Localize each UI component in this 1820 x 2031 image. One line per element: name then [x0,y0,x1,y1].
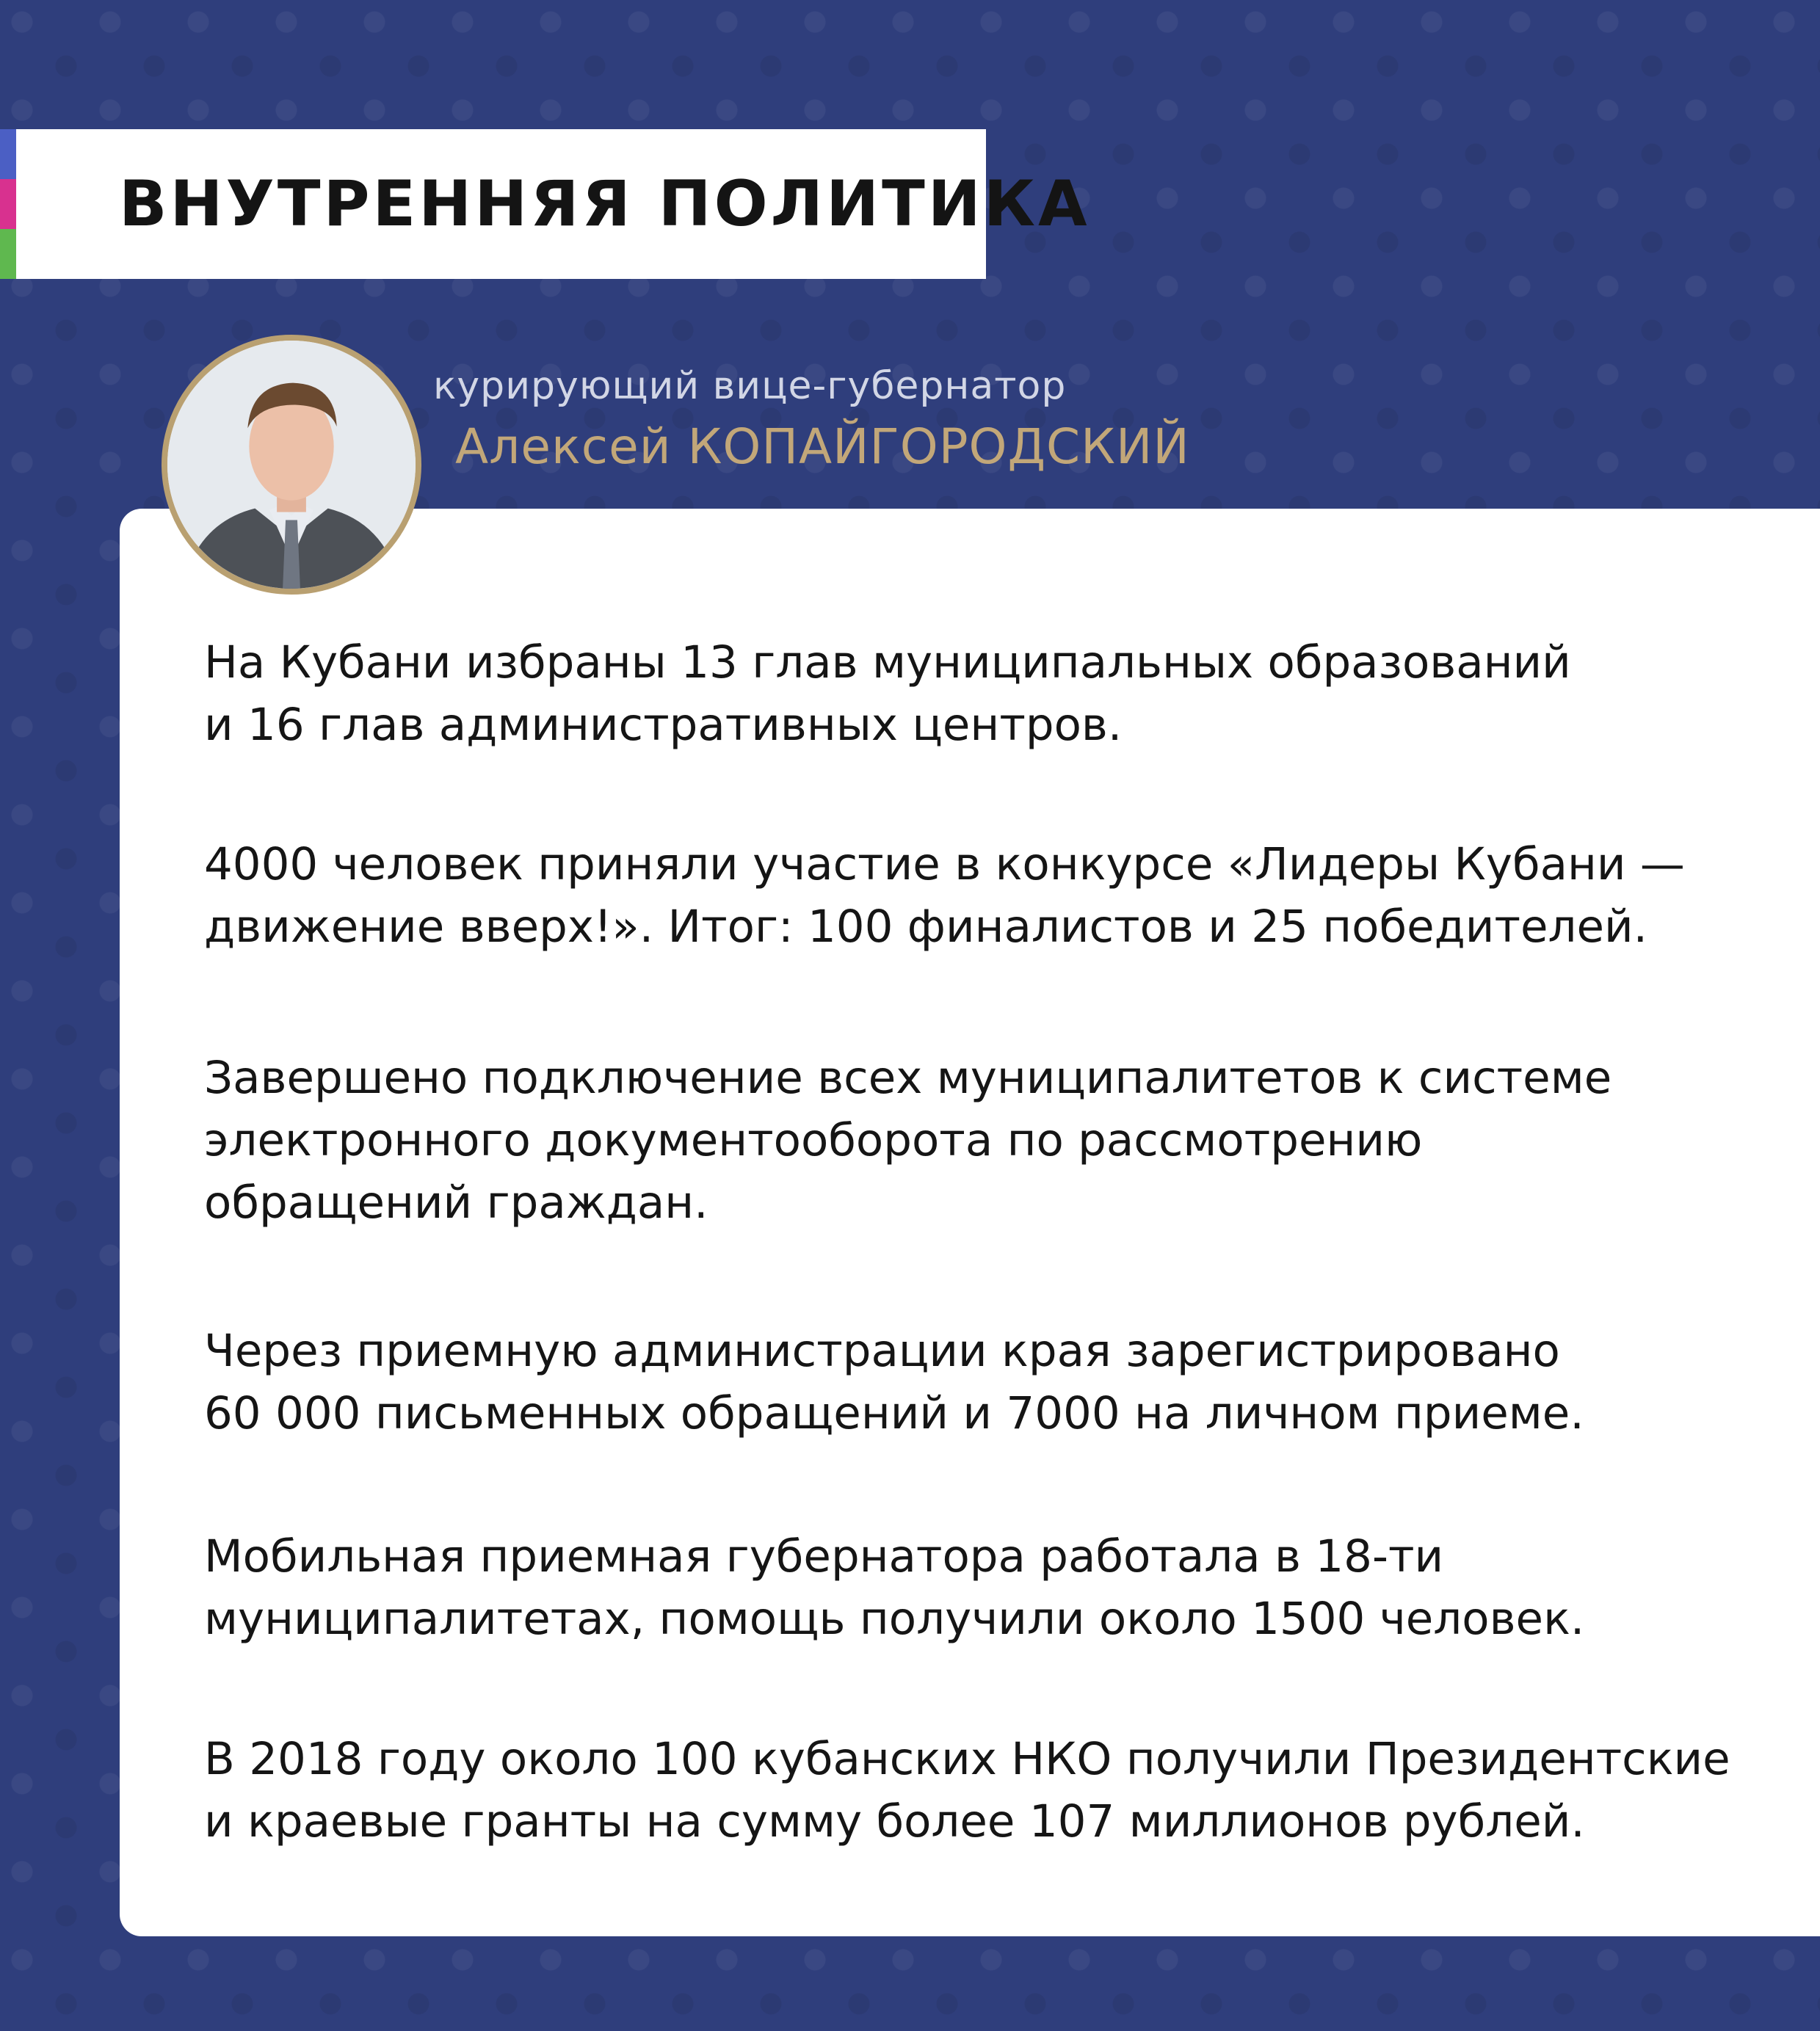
accent-stripe-pink [0,179,16,229]
item-line: Через приемную администрации края зарегистрировано [204,1325,1560,1377]
item-line: 60 000 письменных обращений и 7000 на личном приеме. [204,1387,1584,1439]
curator-name: Алексей КОПАЙГОРОДСКИЙ [455,418,1190,475]
accent-stripe-green [0,229,16,279]
person-portrait-icon [167,341,416,589]
item-line: На Кубани избраны 13 глав муниципальных образований [204,636,1571,688]
list-item [204,833,1768,958]
item-line: и 16 глав административных центров. [204,699,1123,751]
list-item [204,1728,1768,1853]
page-title: ВНУТРЕННЯЯ ПОЛИТИКА [119,167,1090,241]
item-line: и краевые гранты на сумму более 107 миллионов рублей. [204,1795,1585,1847]
item-line: В 2018 году около 100 кубанских НКО получили Президентские [204,1733,1730,1785]
item-line: движение вверх!». Итог: 100 финалистов и 25 победителей. [204,901,1648,953]
curator-role: курирующий вице-губернатор [433,364,1067,408]
item-line: муниципалитетах, помощь получили около 1500 человек. [204,1593,1585,1645]
list-item [204,631,1768,756]
accent-stripes [0,129,16,279]
list-item [204,1320,1768,1445]
header-banner [16,129,1090,279]
avatar [162,335,421,595]
item-line: обращений граждан. [204,1177,708,1229]
list-item [204,1047,1768,1234]
item-line: 4000 человек приняли участие в конкурсе «Лидеры Кубани — [204,838,1685,890]
accent-stripe-blue [0,129,16,179]
item-line: Мобильная приемная губернатора работала в 18-ти [204,1530,1444,1583]
item-line: Завершено подключение всех муниципалитетов к системе [204,1052,1612,1104]
item-line: электронного документооборота по рассмотрению [204,1114,1423,1166]
list-item [204,1525,1768,1650]
